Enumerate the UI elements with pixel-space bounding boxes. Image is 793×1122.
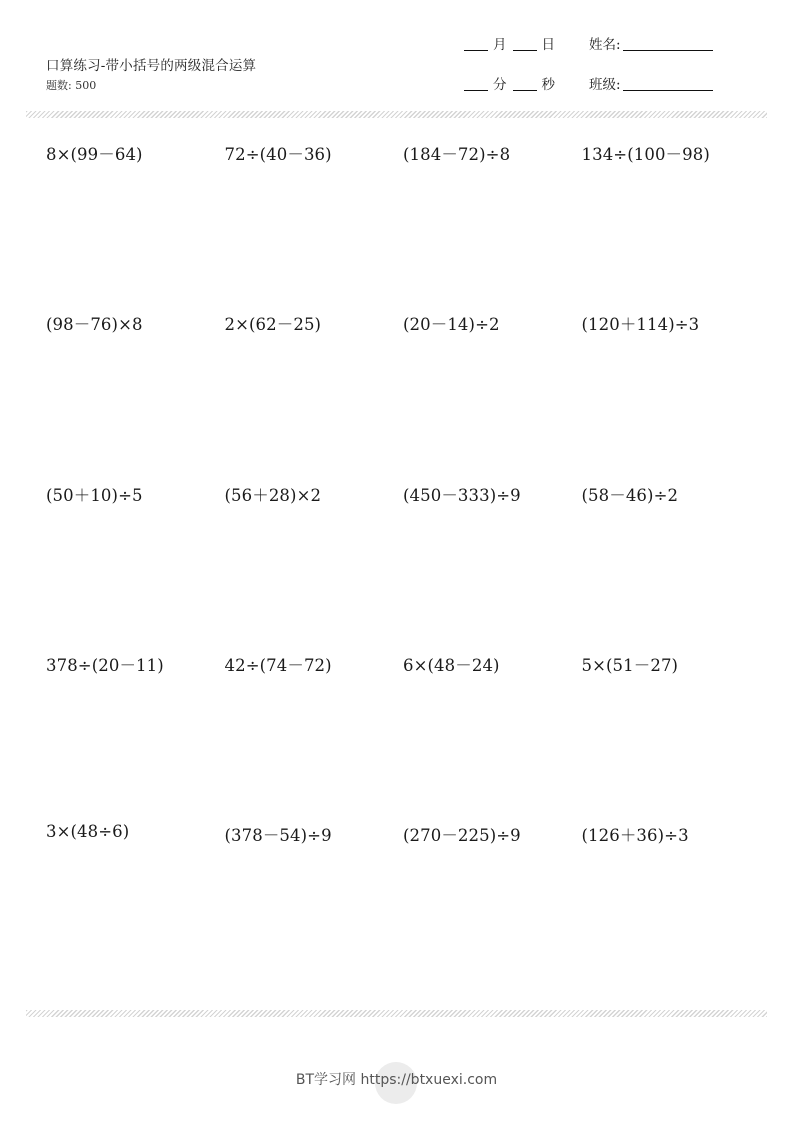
problem-item: (270－225)÷9 [403, 826, 521, 846]
problem-item: (450－333)÷9 [403, 485, 521, 505]
footer-watermark: BT学习网 https://btxuexi.com [295, 1072, 498, 1088]
problem-grid [46, 141, 766, 992]
problem-count: 题数: 500 [46, 79, 97, 92]
problem-item: (50＋10)÷5 [46, 485, 143, 505]
time-row [464, 73, 561, 93]
day-blank[interactable] [513, 38, 537, 51]
worksheet-title: 口算练习-带小括号的两级混合运算 [46, 58, 257, 74]
problem-item: 134÷(100－98) [581, 145, 710, 164]
name-row [589, 33, 718, 53]
day-label: 日 [541, 37, 555, 53]
problem-item: (98－76)×8 [46, 315, 143, 335]
bottom-divider [26, 1010, 767, 1017]
problem-item: (20－14)÷2 [403, 315, 500, 335]
problem-item: (378－54)÷9 [224, 826, 332, 846]
name-label: 姓名: [589, 37, 621, 53]
problem-item: 6×(48－24) [403, 655, 500, 675]
problem-item: 3×(48÷6) [46, 822, 130, 842]
date-row [464, 33, 561, 53]
problem-item: 8×(99－64) [46, 145, 143, 164]
second-blank[interactable] [513, 78, 537, 91]
problem-item: (184－72)÷8 [403, 145, 511, 164]
problem-item: 378÷(20－11) [46, 655, 164, 675]
minute-blank[interactable] [464, 78, 488, 91]
month-blank[interactable] [464, 38, 488, 51]
second-label: 秒 [541, 77, 555, 93]
class-label: 班级: [589, 77, 621, 93]
minute-label: 分 [493, 77, 507, 93]
name-blank[interactable] [623, 38, 713, 51]
problem-item: 2×(62－25) [224, 315, 322, 335]
month-label: 月 [493, 37, 507, 53]
class-row [589, 73, 718, 93]
problem-item: (58－46)÷2 [581, 485, 679, 505]
problem-item: (120＋114)÷3 [581, 315, 700, 335]
class-blank[interactable] [623, 78, 713, 91]
problem-item: 5×(51－27) [581, 655, 679, 675]
top-divider [26, 111, 767, 118]
problem-item: (126＋36)÷3 [581, 826, 689, 846]
problem-item: 42÷(74－72) [224, 655, 332, 675]
problem-item: 72÷(40－36) [224, 145, 332, 164]
problem-item: (56＋28)×2 [224, 485, 322, 505]
